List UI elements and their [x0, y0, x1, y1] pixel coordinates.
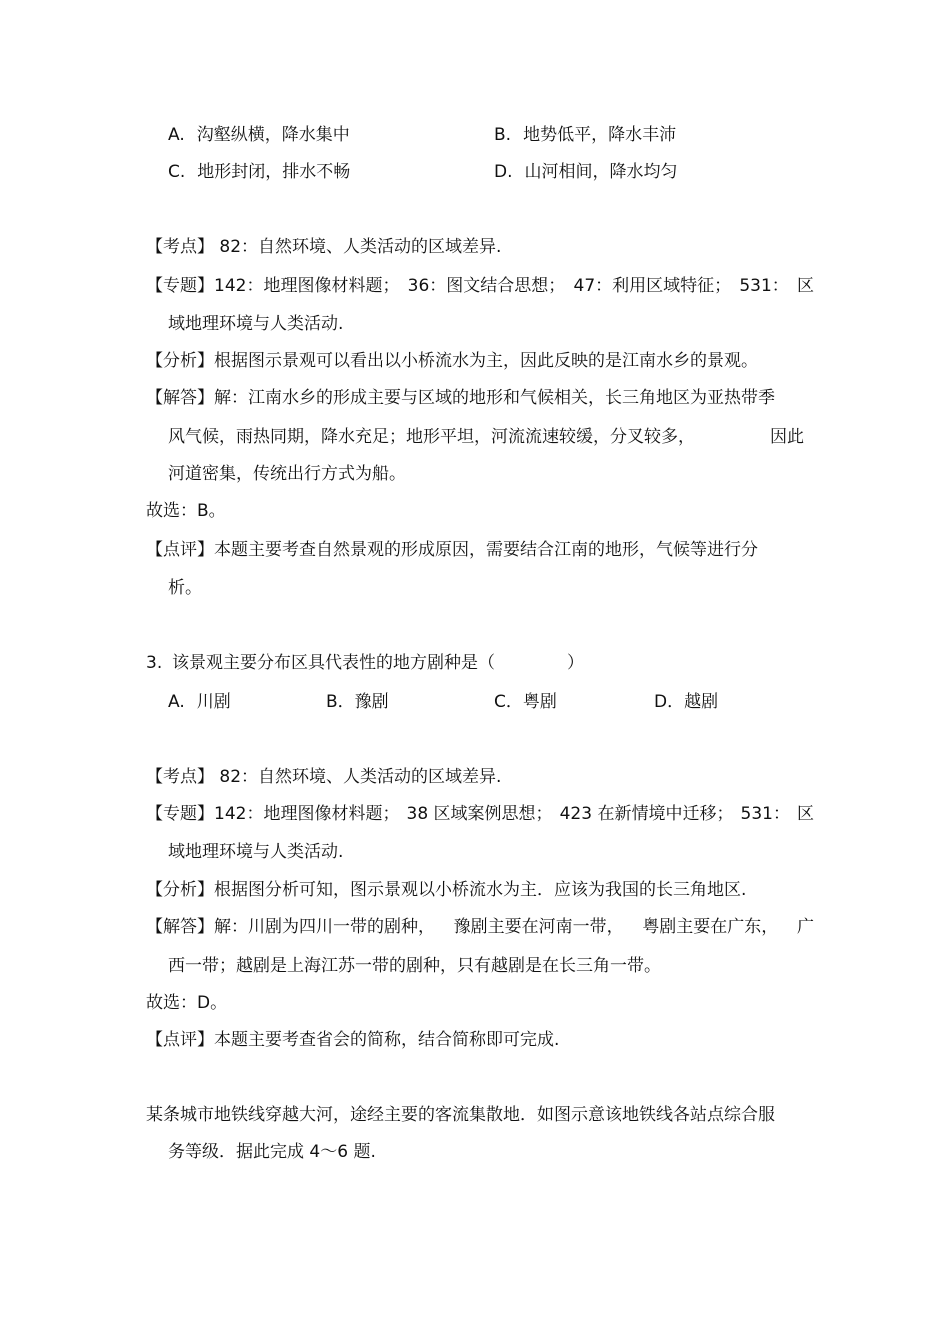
- q3-option-a-label: A.: [168, 692, 185, 712]
- q2-option-c-label: C.: [168, 162, 186, 182]
- q3-kaodian: 【考点】 82：自然环境、人类活动的区域差异.: [146, 767, 502, 787]
- q3-option-d-text: 越剧: [684, 692, 719, 712]
- q2-zhuanti-part-3: 47：利用区域特征；: [573, 276, 732, 296]
- q3-jieda-part-4: 广: [796, 917, 814, 937]
- q3-option-c: [494, 691, 557, 713]
- q2-zhuanti-part-5: 区: [797, 276, 814, 296]
- q2-option-c: [168, 161, 350, 183]
- q3-zhuanti-part-4: 531：: [740, 804, 790, 824]
- q3-stem-close: ）: [567, 653, 584, 673]
- q3-dianping: 【点评】本题主要考查省会的简称，结合简称即可完成.: [146, 1030, 560, 1050]
- q3-zhuanti-line-1: [146, 803, 814, 825]
- q3-jieda-part-3: 粤剧主要在广东，: [642, 917, 779, 937]
- q3-jieda-part-2: 豫剧主要在河南一带，: [453, 917, 624, 937]
- q2-zhuanti-part-4: 531：: [739, 276, 789, 296]
- q2-dianping-line-2: 析。: [168, 578, 202, 598]
- q2-option-b-text: 地势低平，降水丰沛: [523, 125, 677, 145]
- q2-guxuan: 故选：B。: [146, 501, 226, 521]
- q3-option-c-label: C．: [494, 692, 523, 712]
- q3-number: 3.: [146, 653, 163, 673]
- q3-option-b-text: 豫剧: [354, 692, 389, 712]
- q3-jieda-line-1: [146, 916, 814, 938]
- q2-zhuanti-part-2: 36：图文结合思想；: [407, 276, 566, 296]
- q2-option-d-text: 山河相间，降水均匀: [524, 162, 678, 182]
- q3-zhuanti-part-5: 区: [797, 804, 814, 824]
- q3-stem-text: 该景观主要分布区具代表性的地方剧种是（: [172, 653, 495, 673]
- q3-option-c-text: 粤剧: [522, 692, 557, 712]
- q2-option-b-label: B.: [494, 125, 512, 145]
- q2-jieda-line-2-part-1: 风气候，雨热同期，降水充足；地形平坦，河流流速较缓，分叉较多，: [168, 427, 695, 447]
- q2-jieda-line-3: 河道密集，传统出行方式为船。: [168, 464, 406, 484]
- q2-zhuanti-part-1: 【专题】142：地理图像材料题；: [146, 276, 400, 296]
- q3-option-b: [326, 691, 389, 713]
- q3-stem: [146, 652, 584, 674]
- q2-option-c-text: 地形封闭，排水不畅: [197, 162, 351, 182]
- q3-guxuan: 故选：D。: [146, 993, 228, 1013]
- q3-option-d-label: D．: [654, 692, 685, 712]
- q3-jieda-part-1: 【解答】解：川剧为四川一带的剧种，: [146, 917, 435, 937]
- q3-jieda-line-2: 西一带；越剧是上海江苏一带的剧种，只有越剧是在长三角一带。: [168, 956, 661, 976]
- q3-zhuanti-part-3: 423 在新情境中迁移；: [559, 804, 734, 824]
- q3-fenxi: 【分析】根据图分析可知，图示景观以小桥流水为主．应该为我国的长三角地区.: [146, 880, 747, 900]
- q2-jieda-line-1: 【解答】解：江南水乡的形成主要与区域的地形和气候相关，长三角地区为亚热带季: [146, 388, 775, 408]
- q2-option-d-label: D.: [494, 162, 513, 182]
- q2-dianping-line-1: 【点评】本题主要考查自然景观的形成原因，需要结合江南的地形，气候等进行分: [146, 540, 758, 560]
- q2-option-d: [494, 161, 678, 183]
- intro-line-1: 某条城市地铁线穿越大河，途经主要的客流集散地．如图示意该地铁线各站点综合服: [146, 1105, 775, 1125]
- q2-option-a: [168, 124, 350, 146]
- intro-line-2: 务等级．据此完成 4～6 题.: [168, 1142, 376, 1162]
- q2-jieda-line-2-part-2: 因此: [770, 427, 804, 447]
- q3-option-b-label: B．: [326, 692, 355, 712]
- q3-option-a: [168, 691, 231, 713]
- q2-option-b: [494, 124, 676, 146]
- q2-jieda-line-2: [168, 426, 804, 448]
- q2-option-a-label: A.: [168, 125, 185, 145]
- q2-zhuanti-line-1: [146, 275, 814, 297]
- q3-zhuanti-line-2: 域地理环境与人类活动.: [168, 842, 344, 862]
- q2-zhuanti-line-2: 域地理环境与人类活动.: [168, 314, 344, 334]
- q3-zhuanti-part-1: 【专题】142：地理图像材料题；: [146, 804, 400, 824]
- q3-option-a-text: 川剧: [196, 692, 231, 712]
- q2-option-a-text: 沟壑纵横，降水集中: [196, 125, 350, 145]
- q2-fenxi: 【分析】根据图示景观可以看出以小桥流水为主，因此反映的是江南水乡的景观。: [146, 351, 758, 371]
- q2-kaodian: 【考点】 82：自然环境、人类活动的区域差异.: [146, 237, 502, 257]
- q3-option-d: [654, 691, 718, 713]
- q3-zhuanti-part-2: 38 区域案例思想；: [406, 804, 553, 824]
